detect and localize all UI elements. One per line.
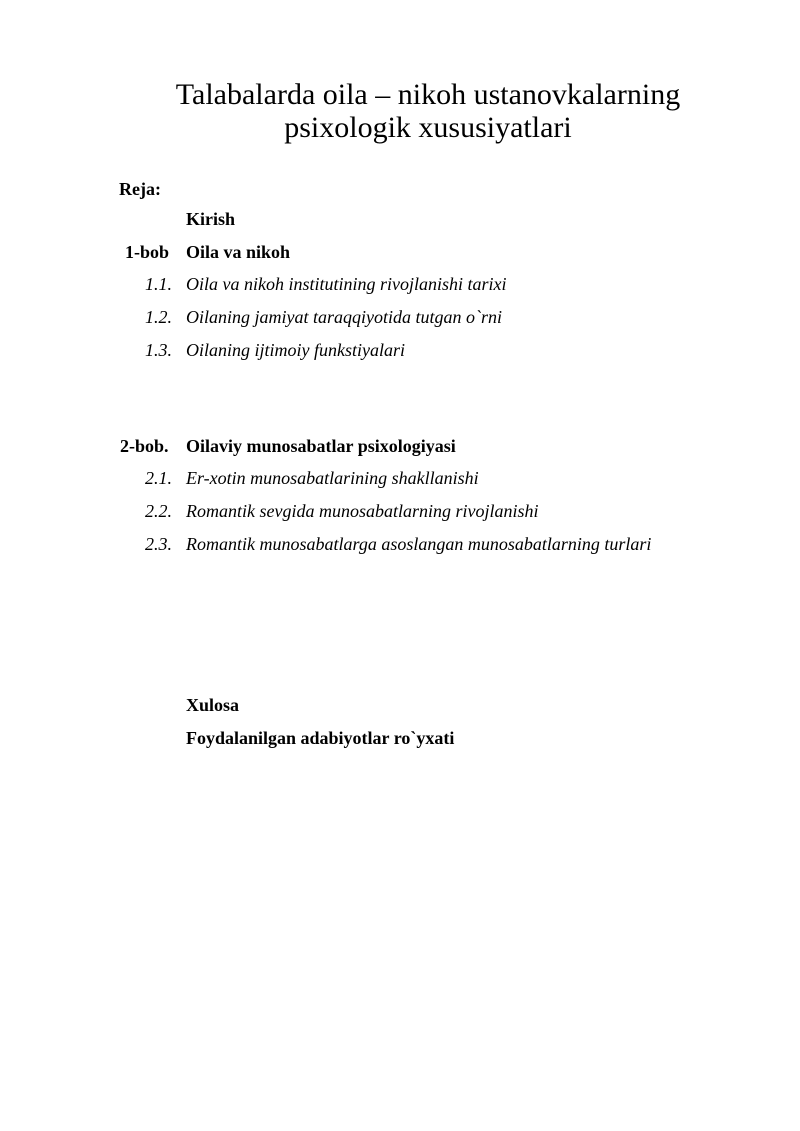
intro-heading: Kirish (186, 209, 236, 229)
plan-label: Reja: (119, 179, 161, 199)
chapter-2-number: 2-bob. (120, 436, 169, 456)
section-2-1-title: Er-xotin munosabatlarining shakllanishi (186, 468, 479, 488)
section-1-3-number: 1.3. (145, 340, 172, 360)
section-2-3-number: 2.3. (145, 534, 172, 554)
section-1-1-number: 1.1. (145, 274, 172, 294)
conclusion-heading: Xulosa (186, 695, 240, 715)
chapter-2-title: Oilaviy munosabatlar psixologiyasi (186, 436, 456, 456)
section-2-3-title: Romantik munosabatlarga asoslangan munosabatlarning turlari (186, 534, 652, 554)
section-1-3-title: Oilaning ijtimoiy funkstiyalari (186, 340, 405, 360)
section-1-1-title: Oila va nikoh institutining rivojlanishi tarixi (186, 274, 507, 294)
section-2-1-number: 2.1. (145, 468, 172, 488)
section-1-2-number: 1.2. (145, 307, 172, 327)
references-heading: Foydalanilgan adabiyotlar ro`yxati (186, 728, 455, 748)
chapter-1-number: 1-bob (125, 242, 170, 262)
section-2-2-number: 2.2. (145, 501, 172, 521)
chapter-1-title: Oila va nikoh (186, 242, 291, 262)
document-title-line-1: Talabalarda oila – nikoh ustanovkalarning (175, 78, 681, 111)
section-1-2-title: Oilaning jamiyat taraqqiyotida tutgan o`rni (186, 307, 502, 327)
section-2-2-title: Romantik sevgida munosabatlarning rivojlanishi (186, 501, 539, 521)
document-title-line-2: psixologik xususiyatlari (284, 111, 572, 144)
